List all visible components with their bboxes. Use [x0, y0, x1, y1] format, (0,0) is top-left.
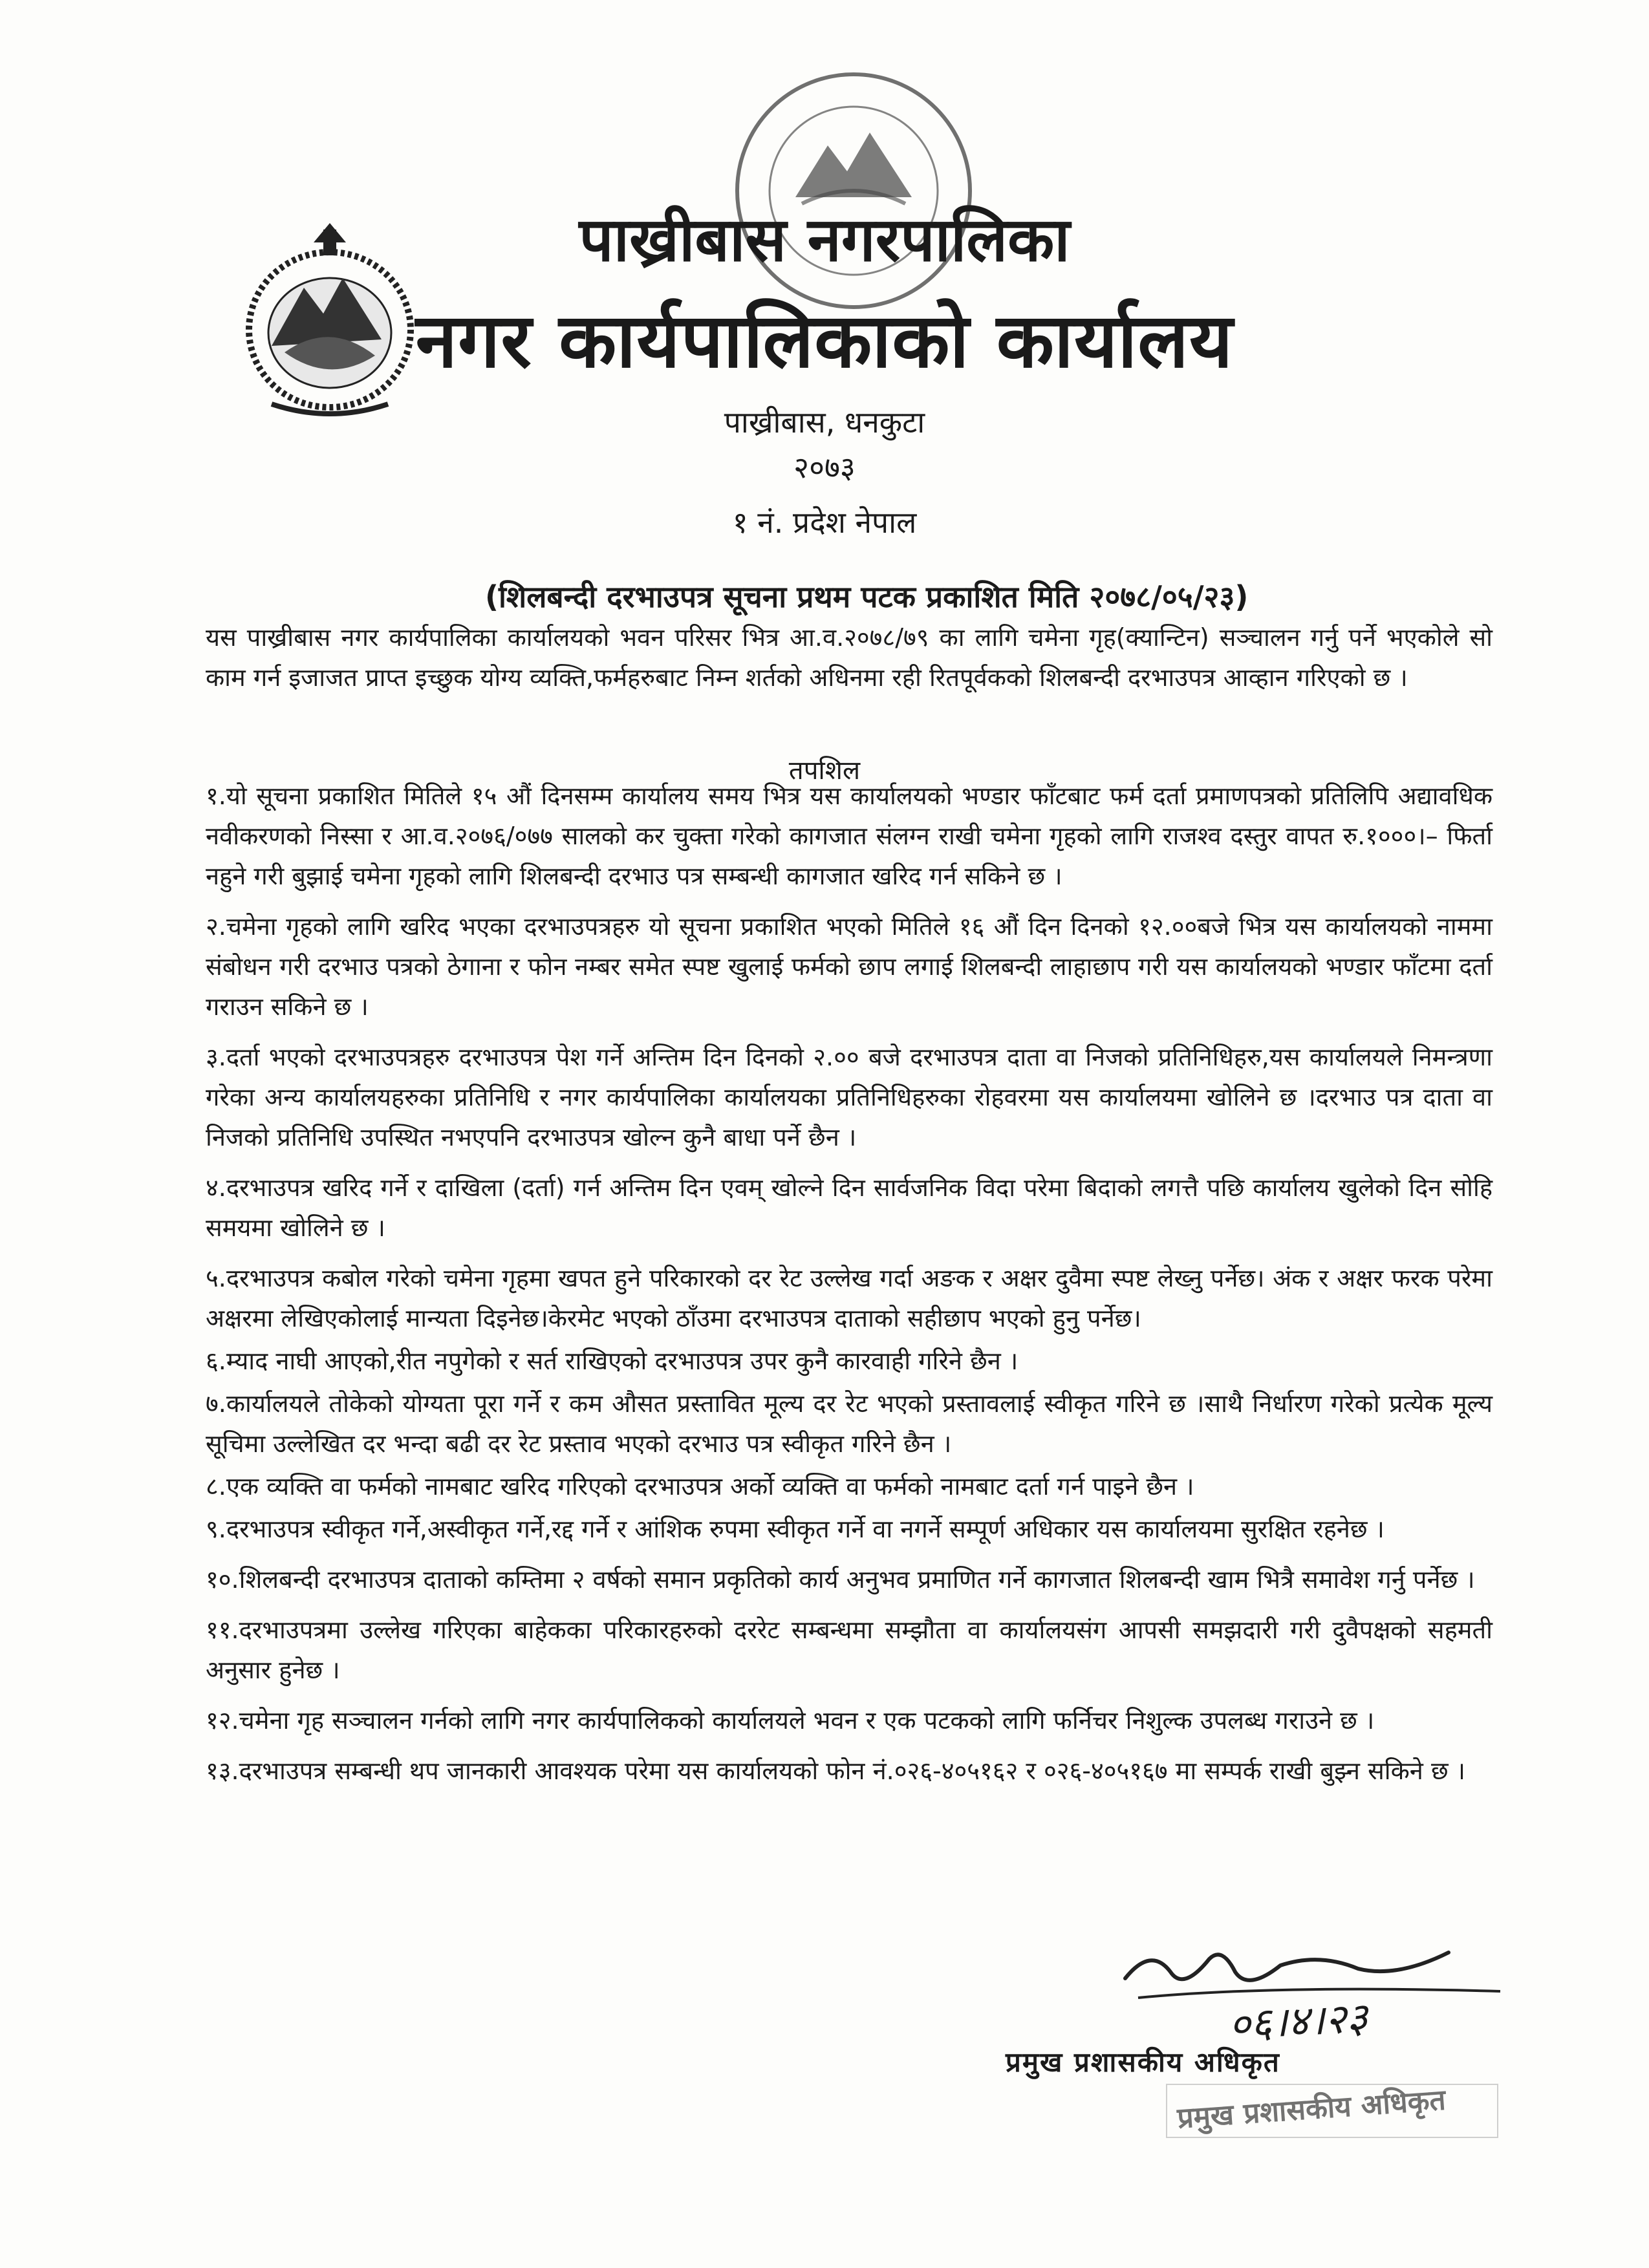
- list-item: ४.दरभाउपत्र खरिद गर्ने र दाखिला (दर्ता) गर्न अन्तिम दिन एवम् खोल्ने दिन सार्वजनिक विदा परेमा बिदाको लगत्तै पछि कार्यालय खुलेको दिन सोहि समयमा खोलिने छ ।: [206, 1173, 1493, 1242]
- signatory-designation: प्रमुख प्रशासकीय अधिकृत: [1006, 2046, 1280, 2078]
- intro-paragraph: यस पाख्रीबास नगर कार्यपालिका कार्यालयको भवन परिसर भित्र आ.व.२०७८/७९ का लागि चमेना गृह(क्यान्टिन) सञ्चालन गर्नु पर्ने भएकोले सो काम गर्न इजाजत प्राप्त इच्छुक योग्य व्यक्ति,फर्महरुबाट निम्न शर्तको अधिनमा रही रितपूर्वकको शिलबन्दी दरभाउपत्र आव्हान गरिएको छ ।: [206, 623, 1493, 692]
- list-item: ३.दर्ता भएको दरभाउपत्रहरु दरभाउपत्र पेश गर्ने अन्तिम दिन दिनको २.०० बजे दरभाउपत्र दाता वा निजको प्रतिनिधिहरु,यस कार्यालयले निमन्त्रणा गरेका अन्य कार्यालयहरुका प्रतिनिधि र नगर कार्यपालिका कार्यालयका प्रतिनिधिहरुका रोहवरमा यस कार्यालयमा खोलिने छ ।दरभाउ पत्र दाता वा निजको प्रतिनिधि उपस्थित नभएपनि दरभाउपत्र खोल्न कुनै बाधा पर्ने छैन ।: [206, 1043, 1493, 1151]
- province-name: १ नं. प्रदेश नेपाल: [732, 505, 917, 540]
- list-item: २.चमेना गृहको लागि खरिद भएका दरभाउपत्रहरु यो सूचना प्रकाशित भएको मितिले १६ औं दिन दिनको १२.००बजे भित्र यस कार्यालयको नाममा संबोधन गरी दरभाउ पत्रको ठेगाना र फोन नम्बर समेत स्पष्ट खुलाई फर्मको छाप लगाई शिलबन्दी लाहाछाप गरी यस कार्यालयको भण्डार फाँटमा दर्ता गराउन सकिने छ ।: [206, 912, 1493, 1021]
- list-item: ९.दरभाउपत्र स्वीकृत गर्ने,अस्वीकृत गर्ने,रद्द गर्ने र आंशिक रुपमा स्वीकृत गर्ने वा नगर्ने सम्पूर्ण अधिकार यस कार्यालयमा सुरक्षित रहनेछ ।: [206, 1515, 1385, 1543]
- terms-list: [206, 776, 1493, 1791]
- list-item: १.यो सूचना प्रकाशित मितिले १५ औं दिनसम्म कार्यालय समय भित्र यस कार्यालयको भण्डार फाँटबाट फर्म दर्ता प्रमाणपत्रको प्रतिलिपि अद्यावधिक नवीकरणको निस्सा र आ.व.२०७६/०७७ सालको कर चुक्ता गरेको कागजात संलग्न राखी चमेना गृहको लागि राजश्व दस्तुर वापत रु.१०००।– फिर्ता नहुने गरी बुझाई चमेना गृहको लागि शिलबन्दी दरभाउ पत्र सम्बन्धी कागजात खरिद गर्न सकिने छ ।: [206, 782, 1493, 890]
- municipality-name: पाख्रीबास नगरपालिका: [579, 205, 1070, 275]
- office-name: नगर कार्यपालिकाको कार्यालय: [415, 297, 1234, 385]
- section-heading: तपशिल: [788, 756, 861, 786]
- list-item: ५.दरभाउपत्र कबोल गरेको चमेना गृहमा खपत हुने परिकारको दर रेट उल्लेख गर्दा अङक र अक्षर दुवैमा स्पष्ट लेख्नु पर्नेछ। अंक र अक्षर फरक परेमा अक्षरमा लेखिएकोलाई मान्यता दिइनेछ।केरमेट भएको ठाँउमा दरभाउपत्र दाताको सहीछाप भएको हुनु पर्नेछ।: [206, 1264, 1493, 1332]
- list-item: ७.कार्यालयले तोकेको योग्यता पूरा गर्ने र कम औसत प्रस्तावित मूल्य दर रेट भएको प्रस्तावलाई स्वीकृत गरिने छ ।साथै निर्धारण गरेको प्रत्येक मूल्य सूचिमा उल्लेखित दर भन्दा बढी दर रेट प्रस्ताव भएको दरभाउ पत्र स्वीकृत गरिने छैन ।: [206, 1389, 1493, 1458]
- list-item: १२.चमेना गृह सञ्चालन गर्नको लागि नगर कार्यपालिकको कार्यालयले भवन र एक पटकको लागि फर्निचर निशुल्क उपलब्ध गराउने छ ।: [206, 1706, 1375, 1735]
- municipality-seal-icon: [724, 61, 983, 320]
- official-stamp-text: प्रमुख प्रशासकीय अधिकृत: [1176, 2083, 1447, 2135]
- signature-date: ०६।४।२३: [1227, 1994, 1369, 2049]
- established-year: २०७३: [793, 450, 856, 485]
- list-item: ११.दरभाउपत्रमा उल्लेख गरिएका बाहेकका परिकारहरुको दररेट सम्बन्धमा सम्झौता वा कार्यालयसंग आपसी समझदारी गरी दुवैपक्षको सहमती अनुसार हुनेछ ।: [206, 1616, 1493, 1684]
- list-item: ८.एक व्यक्ति वा फर्मको नामबाट खरिद गरिएको दरभाउपत्र अर्को व्यक्ति वा फर्मको नामबाट दर्ता गर्न पाइने छैन ।: [206, 1472, 1194, 1501]
- list-item: १३.दरभाउपत्र सम्बन्धी थप जानकारी आवश्यक परेमा यस कार्यालयको फोन नं.०२६-४०५१६२ र ०२६-४०५१६७ मा सम्पर्क राखी बुझ्न सकिने छ ।: [206, 1757, 1466, 1785]
- list-item: १०.शिलबन्दी दरभाउपत्र दाताको कम्तिमा २ वर्षको समान प्रकृतिको कार्य अनुभव प्रमाणित गर्ने कागजात शिलबन्दी खाम भित्रै समावेश गर्नु पर्नेछ ।: [206, 1565, 1475, 1594]
- office-address: पाख्रीबास, धनकुटा: [724, 405, 925, 440]
- publication-note: (शिलबन्दी दरभाउपत्र सूचना प्रथम पटक प्रकाशित मिति २०७८/०५/२३): [485, 579, 1249, 614]
- list-item: ६.म्याद नाघी आएको,रीत नपुगेको र सर्त राखिएको दरभाउपत्र उपर कुनै कारवाही गरिने छैन ।: [206, 1347, 1018, 1375]
